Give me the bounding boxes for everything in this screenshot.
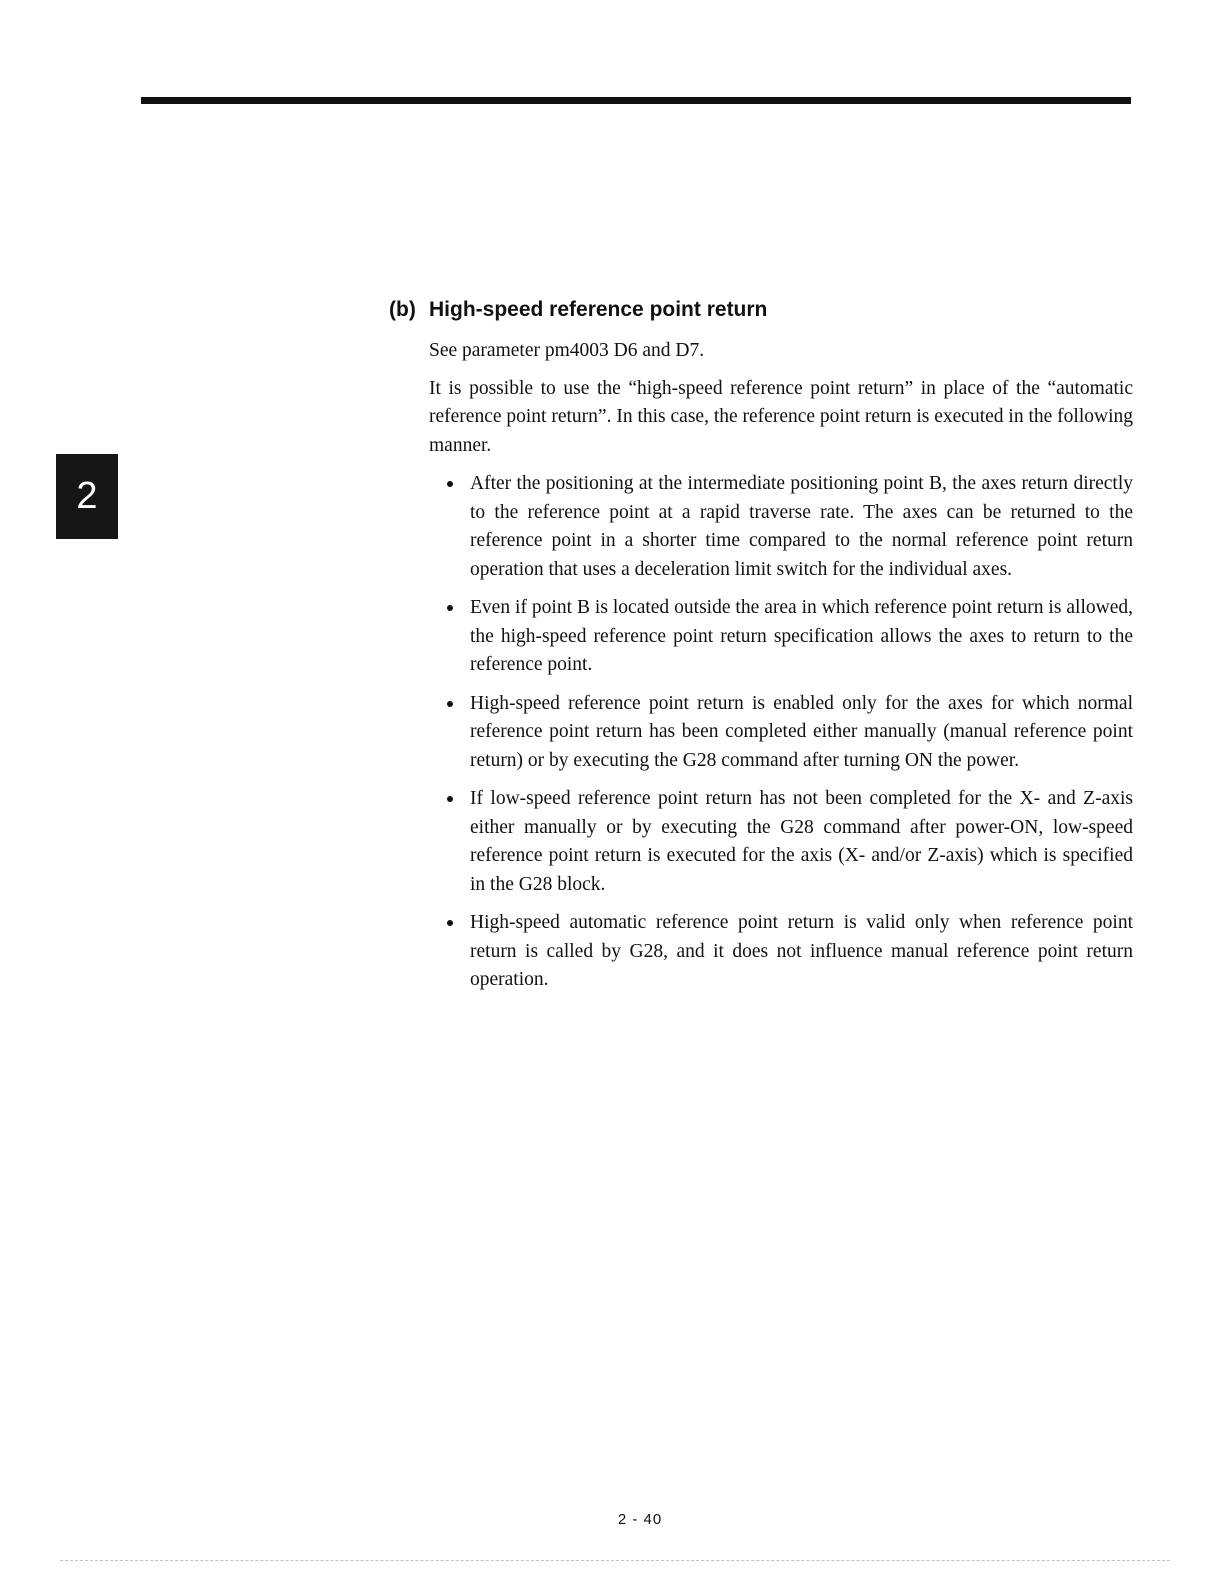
intro-paragraph: It is possible to use the “high-speed reference point return” in place of the “automatic reference point return”. In this case, the reference point return is executed in the following manner. [429, 377, 1133, 456]
section-body [429, 337, 1133, 995]
page-number: 2 - 40 [617, 1511, 663, 1528]
bullet-icon [447, 701, 453, 707]
section-b [389, 295, 1133, 1005]
list-item [429, 690, 1133, 776]
chapter-tab: 2 [56, 454, 118, 539]
list-item-text: Even if point B is located outside the area in which reference point return is allowed, the high-speed reference point return specification allows the axes to return to the reference point. [470, 597, 1133, 675]
list-item [429, 785, 1133, 899]
list-item-text: High-speed reference point return is enabled only for the axes for which normal reference point return has been completed either manually (manual reference point return) or by executing the G28 command after turning ON the power. [470, 692, 1133, 771]
list-item [429, 594, 1133, 680]
bullet-icon [447, 481, 453, 487]
list-item-text: High-speed automatic reference point return is valid only when reference point return is called by G28, and it does not influence manual reference point return operation. [470, 912, 1133, 990]
see-parameter-text: See parameter pm4003 D6 and D7. [429, 340, 705, 361]
list-item-text: After the positioning at the intermediate positioning point B, the axes return directly to the reference point at a rapid traverse rate. The axes can be returned to the reference point in a shorter time compared to the normal reference point return operation that uses a deceleration limit switch for the individual axes. [470, 473, 1133, 580]
section-number: (b) [389, 298, 416, 321]
section-heading [389, 295, 1133, 325]
scan-edge-line [60, 1560, 1170, 1563]
bullet-icon [447, 796, 453, 802]
list-item-text: If low-speed reference point return has not been completed for the X- and Z-axis either manually or by executing the G28 command after power-ON, low-speed reference point return is executed for the axis (X- and/or Z-axis) which is specified in the G28 block. [470, 788, 1133, 895]
section-title: High-speed reference point return [429, 298, 768, 321]
bullet-icon [447, 605, 453, 611]
list-item [429, 470, 1133, 584]
bullet-list [429, 470, 1133, 995]
bullet-icon [447, 920, 453, 926]
list-item [429, 909, 1133, 995]
header-rule [141, 97, 1131, 104]
